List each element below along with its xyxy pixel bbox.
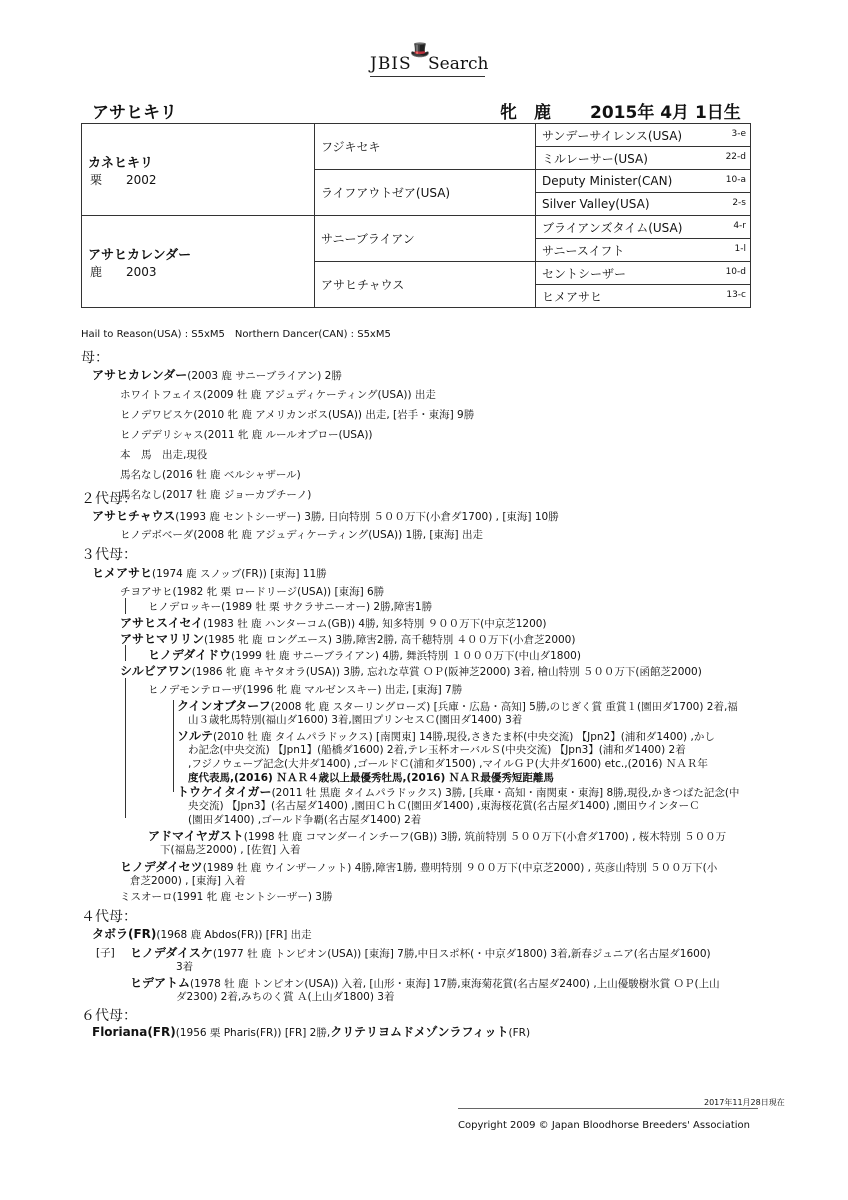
g3-l8-cont: 山３歳牝馬特別(福山ダ1600) 3着,園田プリンセスＣ(園田ダ1400) 3着	[188, 714, 523, 726]
dam-child-2: ヒノデワビスケ(2010 牝 鹿 アメリカンボス(USA)) 出走, [岩手・東海] 9勝	[120, 409, 475, 421]
g3-l2: ヒノデロッキー(1989 牡 栗 サクラサニーオー) 2勝,障害1勝	[148, 601, 433, 613]
pedigree-g2-1: フジキセキ	[315, 124, 536, 170]
pedigree-g3-3: Deputy Minister(CAN) 10-a	[536, 170, 751, 193]
g4-l2: ヒデアトム(1978 牡 鹿 トンピオン(USA)) 入着, [山形・東海] 17勝,東海菊花賞(名古屋ダ2400) ,上山優駿樹氷賞 ＯＰ(上山	[130, 976, 720, 990]
g3-l10: トウケイタイガー(2011 牡 黒鹿 タイムパラドックス) 3勝, [兵庫・高知・南関東・東海] 8勝,現役,かきつばた記念(中	[177, 785, 740, 799]
logo-hat-icon: 🎩	[410, 40, 430, 59]
g3-l12-cont: 倉芝2000) , [東海] 入着	[130, 875, 246, 887]
g4-tag: [子]	[96, 947, 115, 959]
g3-l8: クインオブターフ(2008 牝 鹿 スターリングローズ) [兵庫・広島・高知] 5勝,のじぎく賞 重賞１(園田ダ1700) 2着,福	[177, 699, 738, 713]
logo-jbis: JBIS	[370, 54, 412, 74]
pedigree-g2-2: ライフアウトゼア(USA)	[315, 170, 536, 216]
g2-child-1: ヒノデボベーダ(2008 牝 鹿 アジュディケーティング(USA)) 1勝, [東海] 出走	[120, 529, 483, 541]
section-g2: ２代母：	[81, 491, 137, 507]
section-g4: ４代母：	[81, 909, 137, 925]
pedigree-g3-5: ブライアンズタイム(USA) 4-r	[536, 216, 751, 239]
pedigree-g2-3: サニーブライアン	[315, 216, 536, 262]
g3-l10-cont2: (園田ダ1400) ,ゴールド争覇(名古屋ダ1400) 2着	[188, 814, 422, 826]
g2-main: アサヒチャウス(1993 鹿 セントシーザー) 3勝, 日向特別 ５００万下(小倉ダ1700) , [東海] 10勝	[92, 509, 559, 523]
g3-l9-cont2: ,フジノウェーブ記念(大井ダ1400) ,ゴールドＣ(浦和ダ1500) ,マイルＧＰ(大井ダ1600) etc.,(2016) ＮＡＲ年	[188, 758, 708, 770]
pedigree-dam: アサヒカレンダー 鹿 2003	[82, 216, 315, 308]
dam-child-1: ホワイトフェイス(2009 牡 鹿 アジュディケーティング(USA)) 出走	[120, 389, 436, 401]
g3-l3: アサヒスイセイ(1983 牡 鹿 ハンターコム(GB)) 4勝, 知多特別 ９００万下(中京芝1200)	[120, 616, 547, 630]
dam-child-6: 馬名なし(2017 牡 鹿 ジョーカプチーノ)	[120, 489, 312, 501]
section-g3: ３代母：	[81, 547, 137, 563]
g3-l11: アドマイヤガスト(1998 牡 鹿 コマンダーインチーフ(GB)) 3勝, 筑前特別 ５００万下(小倉ダ1700) , 桜木特別 ５００万	[148, 829, 727, 843]
g3-l11-cont: 下(福島芝2000) , [佐賀] 入着	[160, 844, 301, 856]
dam-child-5: 馬名なし(2016 牡 鹿 ベルシャザール)	[120, 469, 301, 481]
pedigree-g3-8: ヒメアサヒ 13-c	[536, 285, 751, 308]
g3-l10-cont1: 央交流) 【Jpn3】(名古屋ダ1400) ,園田ＣｈＣ(園田ダ1400) ,東海桜花賞(名古屋ダ1400) ,園田ウインターＣ	[188, 800, 700, 812]
section-dam: 母：	[81, 350, 109, 366]
section-g6: ６代母：	[81, 1008, 137, 1024]
inbreeding-note: Hail to Reason(USA) : S5xM5 Northern Dancer(CAN) : S5xM5	[81, 329, 391, 340]
g6-main: Floriana(FR)(1956 栗 Pharis(FR)) [FR] 2勝,クリテリヨムドメゾンラフィット(FR)	[92, 1025, 531, 1039]
g3-main: ヒメアサヒ(1974 鹿 スノッブ(FR)) [東海] 11勝	[92, 566, 327, 580]
horse-birth: 2015年 4月 1日生	[590, 103, 741, 123]
g4-l2-cont: ダ2300) 2着,みちのく賞 Ａ(上山ダ1800) 3着	[176, 991, 395, 1003]
copyright: Copyright 2009 © Japan Bloodhorse Breeders' Association	[458, 1120, 750, 1131]
pedigree-table	[81, 123, 751, 308]
g3-l6: シルビアワン(1986 牝 鹿 キヤタオラ(USA)) 3勝, 忘れな草賞 ＯＰ(阪神芝2000) 3着, 檜山特別 ５００万下(函館芝2000)	[120, 664, 702, 678]
horse-name: アサヒキリ	[92, 103, 177, 123]
pedigree-g3-7: セントシーザー 10-d	[536, 262, 751, 285]
pedigree-g3-6: サニースイフト 1-l	[536, 239, 751, 262]
date-stamp: 2017年11月28日現在	[704, 1098, 785, 1107]
pedigree-g2-4: アサヒチャウス	[315, 262, 536, 308]
g4-l1: ヒノデダイスケ(1977 牡 鹿 トンピオン(USA)) [東海] 7勝,中日スポ杯(・中京ダ1800) 3着,新春ジュニア(名古屋ダ1600)	[130, 946, 711, 960]
g4-main: タボラ(FR)(1968 鹿 Abdos(FR)) [FR] 出走	[92, 927, 312, 941]
dam-main: アサヒカレンダー(2003 鹿 サニーブライアン) 2勝	[92, 368, 342, 382]
g4-l1-cont: 3着	[176, 961, 194, 973]
g3-l9-cont3: 度代表馬,(2016) ＮＡＲ４歳以上最優秀牡馬,(2016) ＮＡＲ最優秀短距離馬	[188, 772, 554, 784]
g3-l4: アサヒマリリン(1985 牝 鹿 ロングエース) 3勝,障害2勝, 高千穂特別 ４００万下(小倉芝2000)	[120, 632, 576, 646]
logo-search: Search	[428, 54, 489, 74]
g3-l1: チヨアサヒ(1982 牝 栗 ロードリージ(USA)) [東海] 6勝	[120, 586, 385, 598]
pedigree-g3-1: サンデーサイレンス(USA) 3-e	[536, 124, 751, 147]
g3-l5: ヒノデダイドウ(1999 牡 鹿 サニーブライアン) 4勝, 舞浜特別 １０００万下(中山ダ1800)	[148, 648, 581, 662]
g3-l12: ヒノデダイセツ(1989 牡 鹿 ウインザーノット) 4勝,障害1勝, 豊明特別 ９００万下(中京芝2000) , 英彦山特別 ５００万下(小	[120, 860, 718, 874]
horse-sex-color: 牝 鹿	[500, 103, 551, 123]
g3-l13: ミスオーロ(1991 牝 鹿 セントシーザー) 3勝	[120, 891, 333, 903]
pedigree-g3-2: ミルレーサー(USA) 22-d	[536, 147, 751, 170]
dam-child-4: 本 馬 出走,現役	[120, 449, 208, 461]
pedigree-sire: カネヒキリ 栗 2002	[82, 124, 315, 216]
g3-l9: ソルテ(2010 牡 鹿 タイムパラドックス) [南関東] 14勝,現役,さきたま杯(中央交流) 【Jpn2】(浦和ダ1400) ,かし	[177, 729, 715, 743]
g3-l9-cont1: わ記念(中央交流) 【Jpn1】(船橋ダ1600) 2着,テレ玉杯オーバルＳ(中央交流) 【Jpn3】(浦和ダ1400) 2着	[188, 744, 686, 756]
pedigree-g3-4: Silver Valley(USA) 2-s	[536, 193, 751, 216]
jbis-search-logo	[370, 40, 510, 80]
g3-l7: ヒノデモンテローザ(1996 牝 鹿 マルゼンスキー) 出走, [東海] 7勝	[148, 684, 463, 696]
dam-child-3: ヒノデデリシャス(2011 牝 鹿 ルールオブロー(USA))	[120, 429, 373, 441]
